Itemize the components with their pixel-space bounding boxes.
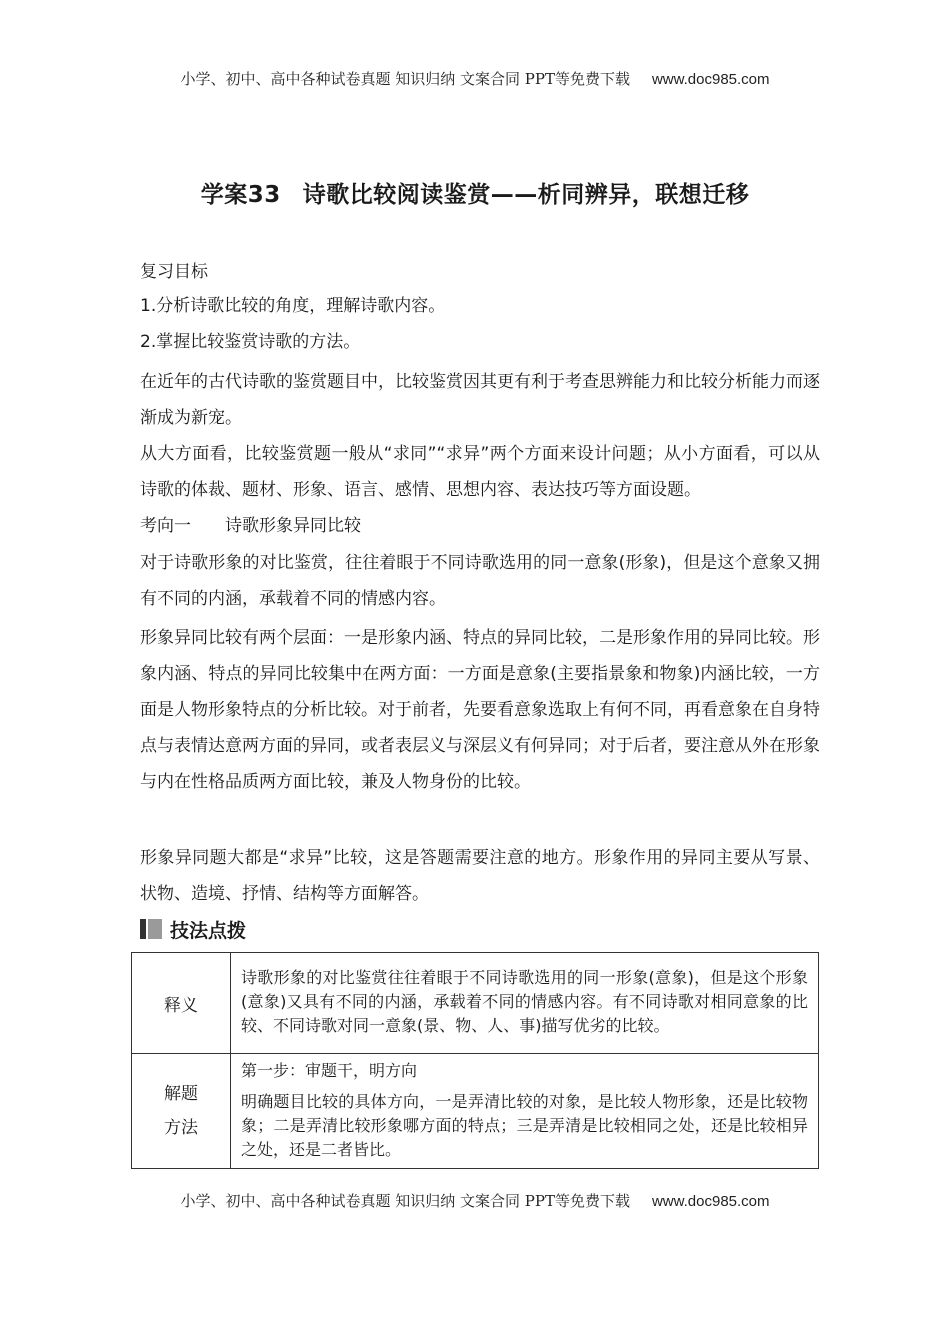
section-label: 技法点拨 <box>170 919 247 942</box>
section-marker-shade <box>148 919 162 939</box>
page-title <box>0 176 950 209</box>
title-label: 学案33 <box>200 182 281 208</box>
table-key-definition: 释义 <box>132 953 231 1054</box>
table-key-method <box>132 1054 231 1169</box>
review-goal-1: 1.分析诗歌比较的角度，理解诗歌内容。 <box>140 296 446 316</box>
page-header <box>0 68 950 89</box>
body-paragraph-1: 对于诗歌形象的对比鉴赏，往往着眼于不同诗歌选用的同一意象(形象)，但是这个意象又拥有不同的内涵，承载着不同的情感内容。 <box>140 553 820 609</box>
section-marker-icon <box>140 919 146 939</box>
direction-label: 考向一 <box>140 516 191 536</box>
direction-title: 诗歌形象异同比较 <box>225 516 361 536</box>
method-step-text: 明确题目比较的具体方向，一是弄清比较的对象，是比较人物形象，还是比较物象；二是弄清比较形象哪方面的特点；三是弄清是比较相同之处，还是比较相异之处，还是二者皆比。 <box>241 1092 808 1159</box>
intro-paragraph-2: 从大方面看，比较鉴赏题一般从“求同”“求异”两个方面来设计问题；从小方面看，可以从诗歌的体裁、题材、形象、语言、感情、思想内容、表达技巧等方面设题。 <box>140 444 820 500</box>
header-site-link[interactable]: www.doc985.com <box>651 71 770 88</box>
table-key-method-line1: 解题 <box>164 1084 198 1104</box>
intro-paragraph-1: 在近年的古代诗歌的鉴赏题目中，比较鉴赏因其更有利于考查思辨能力和比较分析能力而逐渐成为新宠。 <box>140 372 820 428</box>
table-row <box>132 953 819 1054</box>
table-row <box>132 1054 819 1169</box>
direction-heading <box>140 508 361 544</box>
body-paragraph-2: 形象异同比较有两个层面：一是形象内涵、特点的异同比较，二是形象作用的异同比较。形象内涵、特点的异同比较集中在两方面：一方面是意象(主要指景象和物象)内涵比较，一方面是人物形象特点的分析比较。对于前者，先要看意象选取上有何不同，再看意象在自身特点与表情达意两方面的异同，或者表层义与深层义有何异同；对于后者，要注意从外在形象与内在性格品质两方面比较，兼及人物身份的比较。 <box>140 628 820 792</box>
review-goal-2: 2.掌握比较鉴赏诗歌的方法。 <box>140 332 361 352</box>
table-key-method-line2: 方法 <box>164 1118 198 1138</box>
body-paragraph-3: 形象异同题大都是“求异”比较，这是答题需要注意的地方。形象作用的异同主要从写景、状物、造境、抒情、结构等方面解答。 <box>140 848 820 904</box>
section-heading <box>140 916 246 942</box>
footer-site-link[interactable]: www.doc985.com <box>651 1193 770 1210</box>
footer-text: 小学、初中、高中各种试卷真题 知识归纳 文案合同 PPT等免费下载 <box>180 1192 630 1210</box>
header-text: 小学、初中、高中各种试卷真题 知识归纳 文案合同 PPT等免费下载 <box>180 70 630 88</box>
review-heading: 复习目标 <box>140 262 208 282</box>
method-step-title: 第一步：审题干，明方向 <box>241 1061 418 1080</box>
title-text: 诗歌比较阅读鉴赏——析同辨异，联想迁移 <box>302 182 750 208</box>
page-footer <box>0 1190 950 1211</box>
table-value-method <box>231 1054 819 1169</box>
method-table <box>131 952 819 1169</box>
table-value-definition: 诗歌形象的对比鉴赏往往着眼于不同诗歌选用的同一形象(意象)，但是这个形象(意象)又具有不同的内涵，承载着不同的情感内容。有不同诗歌对相同意象的比较、不同诗歌对同一意象(景、物、人、事)描写优劣的比较。 <box>231 953 819 1054</box>
